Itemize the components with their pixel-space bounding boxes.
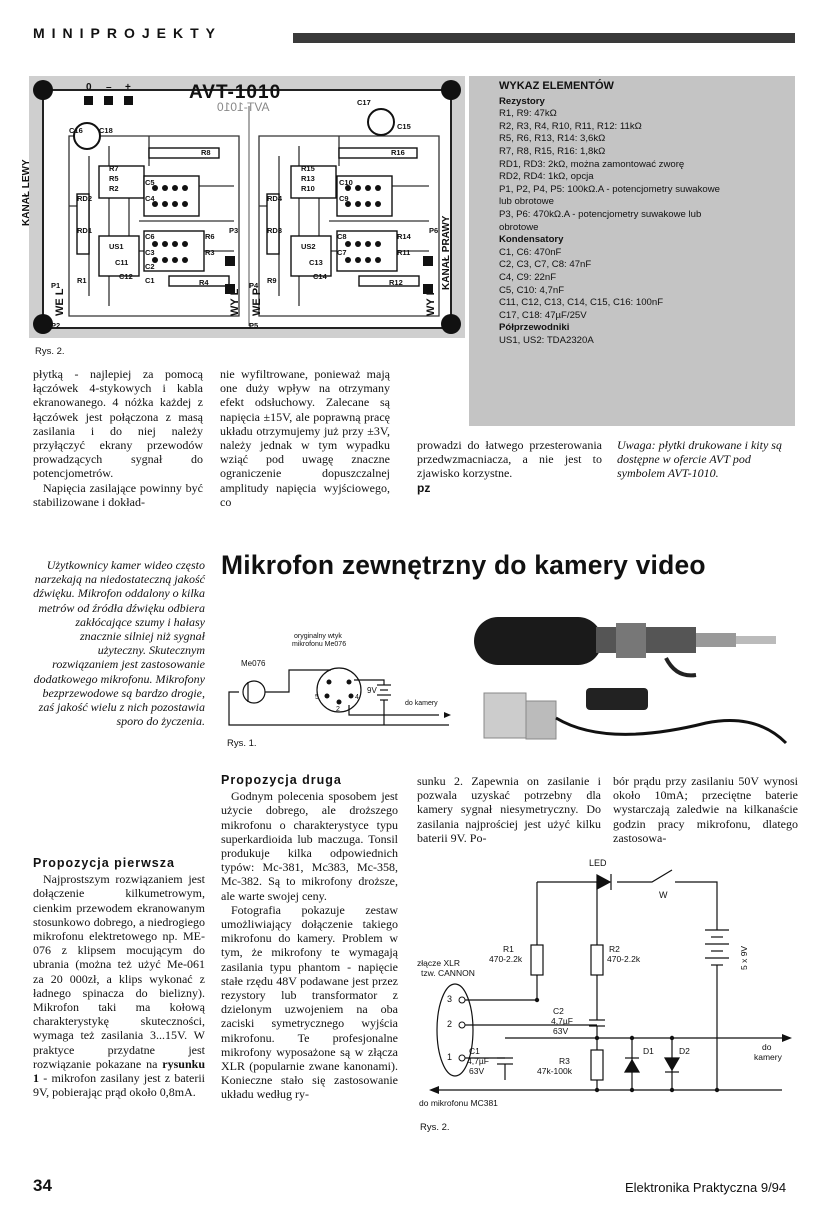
article-col3 <box>417 774 601 845</box>
pcb-component-label: R4 <box>199 278 209 287</box>
pcb-component-label: R3 <box>205 248 215 257</box>
rys2-c2-voltage: 63V <box>553 1026 569 1036</box>
rys2-batt-label: 5 x 9V <box>739 945 749 970</box>
rys2-c1-label: C1 <box>469 1046 480 1056</box>
parts-list-item: C5, C10: 4,7nF <box>499 284 565 296</box>
parts-list-item: C11, C12, C13, C14, C15, C16: 100nF <box>499 297 664 309</box>
pcb-label-we-l: WE L <box>54 288 66 316</box>
header-bar <box>293 33 795 43</box>
parts-list-heading: Kondensatory <box>499 234 564 246</box>
pcb-component-label: C5 <box>145 178 155 187</box>
pcb-title-mirror: AVT-1010 <box>217 100 270 114</box>
pcb-component-label: C10 <box>339 178 353 187</box>
top-col2-p1: nie wyfiltrowane, ponieważ mają one duży wpływ na otrzymany efekt odsłuchowy. Zalecane są napięcia ±15V, ale poprawną pracę układu otrzymujemy już przy ±3V, należy jednak w tym wypadku wziąć pod uwagę znaczne ograniczenie dopuszczalnej amplitudy napięcia wyjściowego, co <box>220 367 390 509</box>
pcb-component-label: C13 <box>309 258 323 267</box>
parts-list-item: R5, R6, R13, R14: 3,6kΩ <box>499 133 606 145</box>
pcb-component-label: P1 <box>51 281 61 290</box>
parts-list-heading: Rezystory <box>499 95 545 107</box>
article-col1 <box>33 856 205 1099</box>
pcb-component-label: R10 <box>301 184 315 193</box>
top-col2 <box>220 367 390 509</box>
section-header: MINIPROJEKTY <box>33 25 223 41</box>
rys2-pin-3: 3 <box>447 994 453 1004</box>
rys2-caption: Rys. 2. <box>420 1122 450 1133</box>
pcb-component-label: C14 <box>313 272 327 281</box>
pcb-caption: Rys. 2. <box>35 346 65 357</box>
article-col2 <box>221 773 398 1102</box>
rys2-out-label2: kamery <box>754 1052 782 1062</box>
pcb-component-label: C3 <box>145 248 155 257</box>
pcb-component-label: C12 <box>119 272 133 281</box>
rys2-r1-label: R1 <box>503 944 514 954</box>
pcb-component-label: R1 <box>77 276 87 285</box>
pcb-component-label: R13 <box>301 174 315 183</box>
pcb-component-label: P2 <box>51 321 61 330</box>
pcb-component-label: C16 <box>69 126 83 135</box>
rys2-r1-value: 470-2.2k <box>489 954 523 964</box>
rys2-pin-2: 2 <box>447 1019 453 1029</box>
pcb-layout-drawing <box>29 76 465 338</box>
rys2-d1-label: D1 <box>643 1046 654 1056</box>
pcb-component-label: C4 <box>145 194 155 203</box>
figure-reference: rysunku 1 <box>33 1056 205 1086</box>
parts-list-item: C17, C18: 47µF/25V <box>499 309 587 321</box>
pcb-component-label: R7 <box>109 164 119 173</box>
microphone-photo-drawing <box>466 603 796 768</box>
pcb-component-label: R5 <box>109 174 119 183</box>
rys2-c2-label: C2 <box>553 1006 564 1016</box>
rys1-mic-label: Me076 <box>241 659 266 668</box>
pcb-component-label: R15 <box>301 164 315 173</box>
pcb-component-label: R16 <box>391 148 405 157</box>
pcb-component-label: US1 <box>109 242 124 251</box>
pcb-label-right: KANAŁ PRAWY <box>441 215 452 290</box>
pcb-polarity-minus: – <box>106 82 112 93</box>
parts-list-lines <box>499 96 795 348</box>
microphone-photo <box>466 603 796 768</box>
pcb-component-label: R14 <box>397 232 411 241</box>
article-p1: Najprostszym rozwiązaniem jest dołączenie kilkumetrowym, cienkim przewodem ekranowanym stosunkowo dobrego, a niedrogiego mikrofonu elektretowego np. ME-076 z klipsem mocującym do ubrania (można też użyć Me-061 za 20 000zł, a klips wykonać z ładnego spinacza do bielizny). Mikrofon taki ma kołową charakterystykę skuteczności, wymaga też zasilania 3...15V. W praktyce przydatne jest rozwiązanie pokazane na rysunku 1 - mikrofon zasilany jest z baterii 9V, pobierając prąd około 0,8mA. <box>33 872 205 1100</box>
parts-list-item: C1, C6: 470nF <box>499 246 562 258</box>
rys2-pin-1: 1 <box>447 1052 453 1062</box>
pcb-component-label: C17 <box>357 98 371 107</box>
parts-list-item: C4, C9: 22nF <box>499 271 557 283</box>
pcb-component-label: RD2 <box>77 194 93 203</box>
parts-list-title: WYKAZ ELEMENTÓW <box>499 80 614 92</box>
parts-list-item: RD1, RD3: 2kΩ, można zamontować zworę <box>499 158 685 170</box>
parts-list-item: R2, R3, R4, R10, R11, R12: 11kΩ <box>499 120 642 132</box>
article-p2: Godnym polecenia sposobem jest użycie dobrego, ale droższego mikrofonu o charakterystyce typu superkardioida lub maczuga. Tonsil produkuje kilka odpowiednich typów: Mc-381, Mc383, Mc-358, Mc-382. Są to mikrofony droższe, ale warte swojej ceny. <box>221 789 398 903</box>
parts-list-item: US1, US2: TDA2320A <box>499 334 594 346</box>
top-col1 <box>33 367 203 509</box>
top-col1-p2: Napięcia zasilające powinny być stabilizowane i dokład- <box>33 480 203 509</box>
pcb-component-label: R6 <box>205 232 215 241</box>
article-col4 <box>613 774 798 845</box>
article-p5: bór prądu przy zasilaniu 50V wynosi około 10mA; przeciętne baterie wystarczają zaledwie na kilkanaście godzin pracy mikrofonu, dlatego zastosowa- <box>613 774 798 845</box>
parts-list-item: R7, R8, R15, R16: 1,8kΩ <box>499 145 606 157</box>
top-col3-signature: pz <box>417 480 431 495</box>
pcb-component-label: C2 <box>145 262 155 271</box>
pcb-label-wy-p: WY P <box>425 288 437 316</box>
rys2-led-label: LED <box>589 858 607 868</box>
rys1-out-label: do kamery <box>405 700 438 707</box>
pcb-component-label: P3 <box>229 226 239 235</box>
pcb-component-label: C15 <box>397 122 411 131</box>
rys2-figure <box>417 850 802 1112</box>
pcb-title: AVT-1010 <box>189 82 282 103</box>
pcb-component-label: RD3 <box>267 226 283 235</box>
parts-list-item: lub obrotowe <box>499 196 554 208</box>
pcb-component-label: R9 <box>267 276 277 285</box>
pcb-label-wy-l: WY L <box>229 288 241 316</box>
pcb-component-label: P6 <box>429 226 439 235</box>
rys2-c1-voltage: 63V <box>469 1066 485 1076</box>
pcb-component-label: C1 <box>145 276 155 285</box>
pcb-label-we-p: WE P <box>251 287 263 316</box>
parts-list-item: P3, P6: 470kΩ.A - potencjometry suwakowe lub <box>499 208 702 220</box>
rys1-figure <box>219 630 459 740</box>
parts-list <box>499 80 795 347</box>
pcb-component-label: C9 <box>339 194 349 203</box>
rys2-mic-label: do mikrofonu MC381 <box>419 1098 498 1108</box>
pcb-component-label: C11 <box>115 258 129 267</box>
rys2-r3-value: 47k-100k <box>537 1066 572 1076</box>
parts-list-item: C2, C3, C7, C8: 47nF <box>499 259 592 271</box>
rys1-pin-4: 4 <box>355 694 359 701</box>
pcb-component-label: R8 <box>201 148 211 157</box>
rys2-c2-value: 4,7µF <box>551 1016 573 1026</box>
pcb-figure <box>21 76 465 338</box>
rys2-d2-label: D2 <box>679 1046 690 1056</box>
pcb-polarity-plus: + <box>125 82 131 93</box>
article-intro: Użytkownicy kamer wideo często narzekają na niedostateczną jakość dźwięku. Mikrofon oddalony o kilka metrów od źródła dźwięku odbiera zakłócające szumy i hałasy znacznie silniej niż sygnał użyteczny. Skutecznym rozwiązaniem jest zastosowanie dodatkowego mikrofonu. Mikrofony bezprzewodowe są bardzo drogie, zaś jakość wielu z nich pozostawia sporo do życzenia. <box>33 558 205 729</box>
rys2-xlr-label: złącze XLR <box>417 958 460 968</box>
rys2-r2-value: 470-2.2k <box>607 954 641 964</box>
pcb-component-label: RD1 <box>77 226 93 235</box>
article-title: Mikrofon zewnętrzny do kamery video <box>221 550 706 580</box>
pcb-component-label: C18 <box>99 126 113 135</box>
rys1-label-top2: mikrofonu Me076 <box>292 641 347 648</box>
rys1-pin-2: 2 <box>336 706 340 713</box>
page-number: 34 <box>33 1176 52 1195</box>
pcb-label-left: KANAŁ LEWY <box>21 159 32 226</box>
pcb-component-label: RD4 <box>267 194 283 203</box>
article-p3: Fotografia pokazuje zestaw umożliwiający dołączenie takiego mikrofonu do kamery. Problem w tym, że mikrofony te wymagają zasilania typu phantom - napięcie stałe rzędu 48V podawane jest przez rezystory lub transformator z dzielonym uzwojeniem na oba zaciski symetrycznego wyjścia mikrofonu. Te profesjonalne mikrofony wyposażone są w złącza XLR (popularnie zwane kanonami). Konieczne stało się zastosowanie układu według ry- <box>221 902 398 1102</box>
journal-name: Elektronika Praktyczna 9/94 <box>625 1180 787 1195</box>
rys1-batt-label: 9V <box>367 686 377 695</box>
pcb-component-label: C7 <box>337 248 347 257</box>
pcb-component-label: R2 <box>109 184 119 193</box>
top-col3 <box>417 438 602 495</box>
rys2-c1-value: 4,7µF <box>467 1056 489 1066</box>
top-col3-p1: prowadzi do łatwego przesterowania przedwzmacniacza, a nie jest to zjawisko korzystne. <box>417 438 602 481</box>
rys2-r3-label: R3 <box>559 1056 570 1066</box>
pcb-component-label: R12 <box>389 278 403 287</box>
parts-list-item: R1, R9: 47kΩ <box>499 108 557 120</box>
rys2-r2-label: R2 <box>609 944 620 954</box>
rys2-out-label: do <box>762 1042 772 1052</box>
pcb-component-label: US2 <box>301 242 316 251</box>
parts-list-item: P1, P2, P4, P5: 100kΩ.A - potencjometry suwakowe <box>499 183 721 195</box>
rys1-caption: Rys. 1. <box>227 738 257 749</box>
heading-propozycja-druga: Propozycja druga <box>221 773 342 787</box>
parts-list-item: RD2, RD4: 1kΩ, opcja <box>499 171 594 183</box>
top-note: Uwaga: płytki drukowane i kity są dostępne w ofercie AVT pod symbolem AVT-1010. <box>617 438 782 481</box>
rys1-pin-5: 5 <box>315 694 319 701</box>
pcb-component-label: P5 <box>249 321 259 330</box>
article-p4: sunku 2. Zapewnia on zasilanie i pozwala uzyskać potrzebny dla kamery sygnał niesymetryczny. Do zasilania najprościej jest użyć kilku baterii 9V. Po- <box>417 774 601 845</box>
pcb-component-label: P4 <box>249 281 259 290</box>
pcb-component-label: C6 <box>145 232 155 241</box>
rys2-xlr-label2: tzw. CANNON <box>421 968 475 978</box>
parts-list-item: obrotowe <box>499 221 539 233</box>
pcb-component-label: C8 <box>337 232 347 241</box>
parts-list-heading: Półprzewodniki <box>499 322 570 334</box>
rys1-label-top: oryginalny wtyk <box>294 633 342 640</box>
heading-propozycja-pierwsza: Propozycja pierwsza <box>33 856 175 870</box>
pcb-component-label: R11 <box>397 248 411 257</box>
rys2-switch-label: W <box>659 890 668 900</box>
top-col1-p1: płytką - najlepiej za pomocą łączówek 4-stykowych i kabla ekranowanego. 4 nóżka każdej z łączówek jest połączona z masą zasilania i do niej należy przyłączyć ekrany przewodów prowadzących sygnał do potencjometrów. <box>33 367 203 481</box>
pcb-polarity-0: 0 <box>86 82 92 93</box>
